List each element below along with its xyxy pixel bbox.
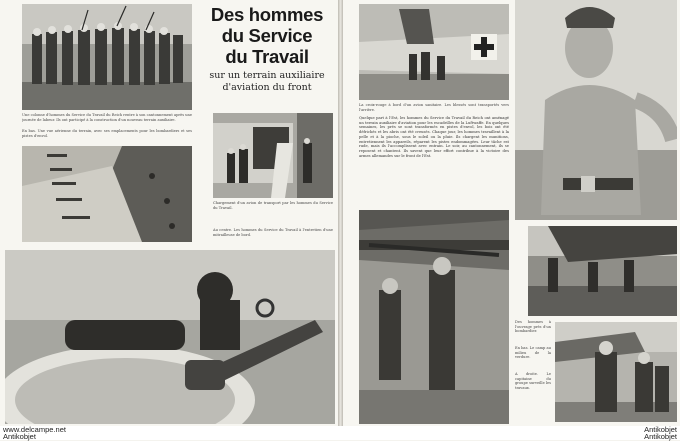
photo-red-cross-aircraft (359, 4, 509, 100)
right-page (343, 0, 680, 426)
footer-left-line-1: www.delcampe.net (3, 425, 66, 434)
caption-7: Des hommes à l'ouvrage près d'un bombardier. (515, 320, 551, 334)
footer-left (3, 427, 66, 440)
photo-mechanics-bomber (359, 210, 509, 424)
left-page (0, 0, 338, 426)
footer-right-line-1: Antikobjet (644, 425, 677, 434)
photo-officers (555, 322, 677, 422)
caption-8: En bas. Le camp au milieu de la verdure. (515, 346, 551, 360)
footer-right (644, 427, 677, 440)
caption-9: A droite. Le capitaine du groupe surveille les travaux. (515, 372, 551, 390)
photo-marching-column (22, 4, 192, 110)
footer-watermark-strip (0, 426, 680, 440)
headline-line-2: du Service (221, 25, 313, 46)
caption-1: Une colonne d'hommes du Service du Travail du Reich rentre à son cantonnement après une journée de labeur. Ils ont participé à la construction d'un nouveau terrain auxiliaire. (22, 113, 192, 122)
caption-3: Chargement d'un avion de transport par les hommes du Service du Travail. (213, 201, 333, 210)
photo-shirtless-young-man (515, 0, 677, 220)
photo-workers-near-plane (528, 226, 677, 316)
headline-line-3: du Travail (225, 46, 309, 67)
footer-right-line-2: Antikobjet (644, 431, 677, 441)
photo-machine-gun (5, 250, 335, 424)
article-body: Quelque part à l'Est, les hommes du Service du Travail du Reich ont aménagé un terrain auxiliaire d'aviation pour les escadrilles de la Luftwaffe. En quelques semaines, les prés se sont transformés en pistes d'envol, les bois ont été défrichés et les abris ont été creusés. Chaque jour, les hommes travaillent à la pelle et à la pioche, sous le soleil ou la pluie. Ils chargent les munitions, entretiennent les appareils, réparent les pistes endommagées. Leur tâche est rude, mais ils l'accomplissent avec entrain. Le soir, au cantonnement, ils se reposent et chantent. Ils savent que leur effort contribue à la victoire des armes allemandes sur le front de l'Est. (359, 116, 509, 158)
article-headline (200, 4, 334, 94)
caption-4: Au centre. Les hommes du Service du Travail à l'entretien d'une mitrailleuse de bord. (213, 228, 333, 237)
headline-subtitle: sur un terrain auxiliaire d'aviation du front (209, 70, 325, 93)
photo-loading-aircraft (213, 113, 333, 198)
caption-5: La croix-rouge à bord d'un avion sanitaire. Les blessés sont transportés vers l'arrière. (359, 103, 509, 112)
headline-line-1: Des hommes (210, 4, 324, 25)
footer-left-line-2: Antikobjet (3, 431, 36, 441)
photo-aerial-field (22, 146, 192, 242)
caption-2: En bas. Une vue aérienne du terrain, avec ses emplacements pour les bombardiers et ses pistes d'envol. (22, 129, 192, 138)
